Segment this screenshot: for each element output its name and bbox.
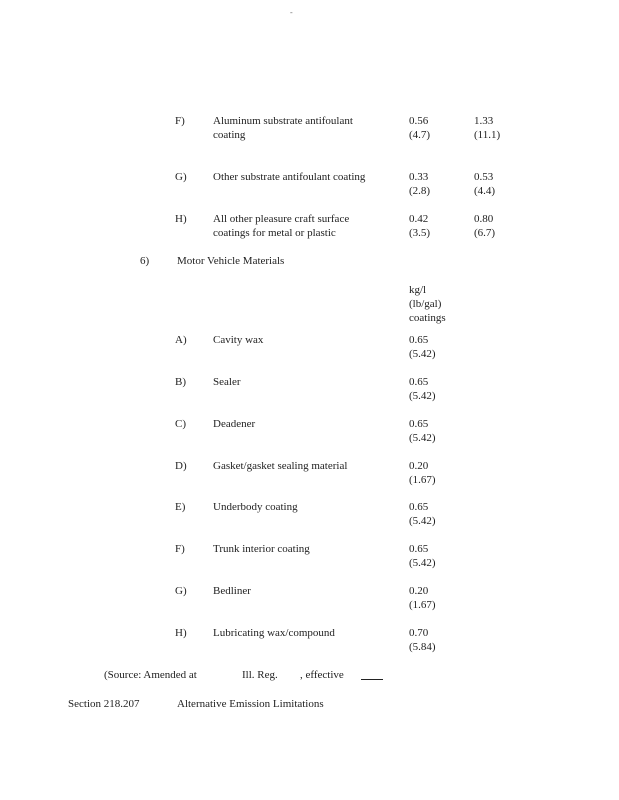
top-mark: - — [290, 8, 293, 17]
limit-value: 0.65 — [409, 376, 429, 388]
row-letter: G) — [175, 171, 187, 183]
limit-value-lb: (1.67) — [409, 474, 436, 486]
row-description: Gasket/gasket sealing material — [213, 460, 348, 472]
row-description: Cavity wax — [213, 334, 264, 346]
row-letter: G) — [175, 585, 187, 597]
row-description: Aluminum substrate antifoulant — [213, 115, 353, 127]
unit-header: kg/l — [409, 284, 427, 296]
limit-value: 0.20 — [409, 585, 429, 597]
limit-value-lb: (5.42) — [409, 432, 436, 444]
limit-value-lb: (3.5) — [409, 227, 431, 239]
limit-value: 0.65 — [409, 334, 429, 346]
limit-value-lb: (4.7) — [409, 129, 431, 141]
limit-value: 0.65 — [409, 543, 429, 555]
limit-value: 0.65 — [409, 501, 429, 513]
limit-value: 0.70 — [409, 627, 429, 639]
row-description-cont: coating — [213, 129, 246, 141]
next-section-title: Alternative Emission Limitations — [177, 698, 324, 710]
limit-value-lb: (5.42) — [409, 390, 436, 402]
row-description: Other substrate antifoulant coating — [213, 171, 366, 183]
limit-value-2: 0.53 — [474, 171, 494, 183]
row-letter: C) — [175, 418, 186, 430]
row-letter: F) — [175, 115, 185, 127]
limit-value-lb: (5.84) — [409, 641, 436, 653]
limit-value-2: 0.80 — [474, 213, 494, 225]
limit-value: 0.42 — [409, 213, 429, 225]
row-letter: H) — [175, 213, 187, 225]
row-description-cont: coatings for metal or plastic — [213, 227, 336, 239]
row-description: Deadener — [213, 418, 256, 430]
limit-value: 0.56 — [409, 115, 429, 127]
row-description: Lubricating wax/compound — [213, 627, 335, 639]
source-note-reg: Ill. Reg. — [242, 669, 278, 681]
section-title: Motor Vehicle Materials — [177, 255, 285, 267]
source-note-prefix: (Source: Amended at — [104, 669, 197, 681]
limit-value: 0.20 — [409, 460, 429, 472]
limit-value-2-lb: (6.7) — [474, 227, 496, 239]
row-letter: D) — [175, 460, 187, 472]
limit-value-2-lb: (4.4) — [474, 185, 496, 197]
row-description: Sealer — [213, 376, 241, 388]
limit-value: 0.33 — [409, 171, 429, 183]
row-letter: B) — [175, 376, 186, 388]
limit-value-lb: (5.42) — [409, 557, 436, 569]
source-note-effective: , effective — [300, 669, 344, 681]
limit-value: 0.65 — [409, 418, 429, 430]
limit-value-2: 1.33 — [474, 115, 494, 127]
row-letter: A) — [175, 334, 187, 346]
row-description: Bedliner — [213, 585, 251, 597]
limit-value-2-lb: (11.1) — [474, 129, 501, 141]
row-description: All other pleasure craft surface — [213, 213, 350, 225]
row-description: Trunk interior coating — [213, 543, 310, 555]
source-note-blank — [361, 668, 383, 684]
limit-value-lb: (5.42) — [409, 515, 436, 527]
limit-value-lb: (2.8) — [409, 185, 431, 197]
row-letter: F) — [175, 543, 185, 555]
section-number: 6) — [140, 255, 150, 267]
limit-value-lb: (1.67) — [409, 599, 436, 611]
row-letter: H) — [175, 627, 187, 639]
row-letter: E) — [175, 501, 186, 513]
limit-value-lb: (5.42) — [409, 348, 436, 360]
row-description: Underbody coating — [213, 501, 298, 513]
next-section-number: Section 218.207 — [68, 698, 140, 710]
unit-header-lb: (lb/gal) — [409, 298, 442, 310]
unit-header-coatings: coatings — [409, 312, 446, 324]
